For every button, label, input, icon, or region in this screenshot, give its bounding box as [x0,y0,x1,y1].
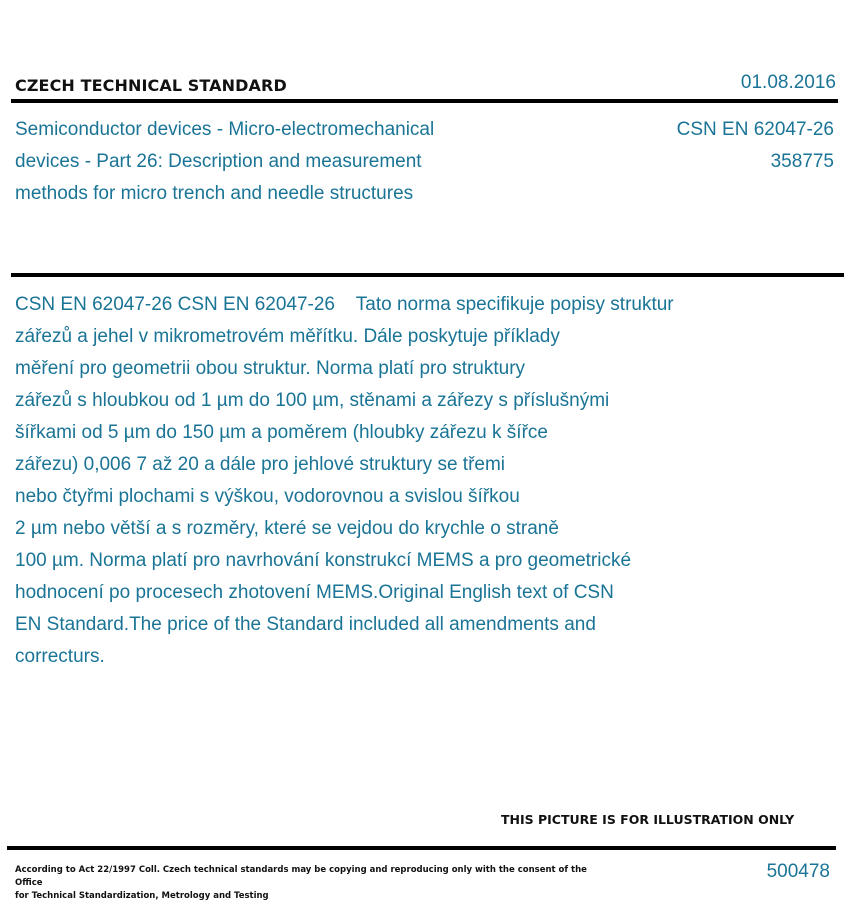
standard-title-line: methods for micro trench and needle structures [15,183,414,204]
publication-date: 01.08.2016 [740,72,836,93]
standard-title-line: devices - Part 26: Description and measurement [15,151,422,172]
legal-notice [15,864,615,903]
abstract-line: 2 µm nebo větší a s rozměry, které se vejdou do krychle o straně [15,518,559,539]
header-divider [11,99,838,103]
standard-codes [677,114,834,178]
legal-line: for Technical Standardization, Metrology and Testing [15,891,269,901]
abstract-line: EN Standard.The price of the Standard included all amendments and [15,614,596,635]
footer-divider [7,846,836,850]
class-number: 358775 [770,151,834,172]
legal-line: According to Act 22/1997 Coll. Czech technical standards may be copying and reproducing only with the consent of the Office [15,865,587,888]
standard-title [15,114,535,210]
standard-title-line: Semiconductor devices - Micro-electromechanical [15,119,435,140]
standard-code: CSN EN 62047-26 [676,119,834,140]
title-divider [11,273,844,277]
catalog-number: 500478 [766,861,830,882]
abstract-line: correcturs. [15,646,105,667]
abstract-line: zářezů s hloubkou od 1 µm do 100 µm, stěnami a zářezy s příslušnými [15,390,610,411]
abstract-line: CSN EN 62047-26 CSN EN 62047-26 Tato norma specifikuje popisy struktur [15,294,674,315]
abstract-line: 100 µm. Norma platí pro navrhování konstrukcí MEMS a pro geometrické [15,550,632,571]
abstract-line: nebo čtyřmi plochami s výškou, vodorovnou a svislou šířkou [15,486,520,507]
abstract-line: zářezů a jehel v mikrometrovém měřítku. Dále poskytuje příklady [15,326,560,347]
abstract-line: zářezu) 0,006 7 až 20 a dále pro jehlové struktury se třemi [15,454,506,475]
abstract-line: měření pro geometrii obou struktur. Norma platí pro struktury [15,358,526,379]
abstract-text [15,289,775,673]
abstract-line: šířkami od 5 µm do 150 µm a poměrem (hloubky zářezu k šířce [15,422,548,443]
abstract-line: hodnocení po procesech zhotovení MEMS.Original English text of CSN [15,582,614,603]
header-title: CZECH TECHNICAL STANDARD [15,76,287,95]
illustration-note: THIS PICTURE IS FOR ILLUSTRATION ONLY [501,812,795,827]
